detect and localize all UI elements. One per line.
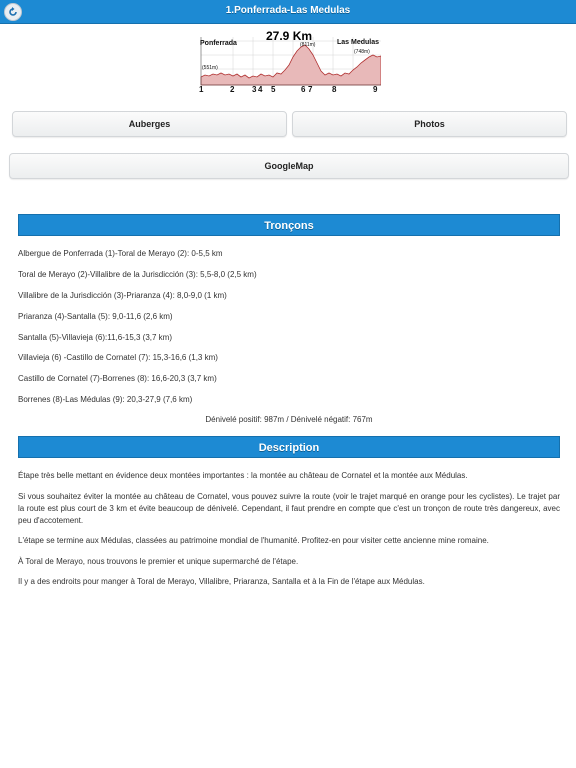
troncons-header: Tronçons xyxy=(18,214,560,236)
googlemap-button[interactable]: GoogleMap xyxy=(9,153,569,179)
profile-tick: 5 xyxy=(271,85,276,94)
profile-end-label: Las Medulas xyxy=(336,39,379,46)
photos-button[interactable]: Photos xyxy=(292,111,567,137)
profile-tick: 9 xyxy=(373,85,378,94)
profile-distance: 27.9 Km xyxy=(266,29,313,43)
profile-tick: 1 xyxy=(199,85,204,94)
profile-tick: 3 xyxy=(252,85,257,94)
profile-tick: 8 xyxy=(332,85,337,94)
profile-tick: 7 xyxy=(308,85,313,94)
profile-tick: 2 xyxy=(230,85,235,94)
troncon-item: Villavieja (6) -Castillo de Cornatel (7): 15,3-16,6 (1,3 km) xyxy=(18,353,218,362)
description-header: Description xyxy=(18,436,560,458)
troncon-item: Borrenes (8)-Las Médulas (9): 20,3-27,9 (7,6 km) xyxy=(18,395,193,404)
elevation-profile[interactable] xyxy=(197,27,381,94)
description-paragraph: Étape très belle mettant en évidence deux montées importantes : la montée au château de Cornatel et la montée aux Médulas. xyxy=(18,471,468,480)
profile-ticks xyxy=(197,85,381,95)
profile-start-label: Ponferrada xyxy=(200,40,237,47)
denivele-summary: Dénivelé positif: 987m / Dénivelé négatif: 767m xyxy=(205,415,373,424)
auberges-button[interactable]: Auberges xyxy=(12,111,287,137)
troncon-item: Castillo de Cornatel (7)-Borrenes (8): 16,6-20,3 (3,7 km) xyxy=(18,374,217,383)
profile-start-altitude: (551m) xyxy=(202,65,218,71)
profile-tick: 6 xyxy=(301,85,306,94)
page-title: 1.Ponferrada-Las Medulas xyxy=(225,5,351,16)
troncon-item: Santalla (5)-Villavieja (6):11,6-15,3 (3,7 km) xyxy=(18,333,172,342)
profile-peak-altitude: (811m) xyxy=(300,42,316,48)
profile-tick: 4 xyxy=(258,85,263,94)
description-paragraph: Si vous souhaitez éviter la montée au château de Cornatel, vous pouvez suivre la route (voir le trajet marqué en orange pour les cyclistes). Le trajet par la route est plus court de 3 km et évite beaucoup de dénivelé. Cependant, il faut prendre en compte que c'est un tronçon de route très dangereux, avec peu d'accotement. xyxy=(18,492,560,525)
troncon-item: Priaranza (4)-Santalla (5): 9,0-11,6 (2,6 km) xyxy=(18,312,173,321)
description-paragraph: À Toral de Merayo, nous trouvons le premier et unique supermarché de l'étape. xyxy=(18,557,299,566)
troncon-item: Villalibre de la Jurisdicción (3)-Priaranza (4): 8,0-9,0 (1 km) xyxy=(18,291,227,300)
description-paragraph: Il y a des endroits pour manger à Toral de Merayo, Villalibre, Priaranza, Santalla et à la Fin de l'étape aux Médulas. xyxy=(18,577,425,586)
troncon-item: Albergue de Ponferrada (1)-Toral de Merayo (2): 0-5,5 km xyxy=(18,249,223,258)
profile-end-altitude: (748m) xyxy=(354,49,370,55)
description-paragraph: L'étape se termine aux Médulas, classées au patrimoine mondial de l'humanité. Profitez-en pour visiter cette ancienne mine romaine. xyxy=(18,536,489,545)
troncon-item: Toral de Merayo (2)-Villalibre de la Jurisdicción (3): 5,5-8,0 (2,5 km) xyxy=(18,270,257,279)
top-bar xyxy=(0,0,576,24)
